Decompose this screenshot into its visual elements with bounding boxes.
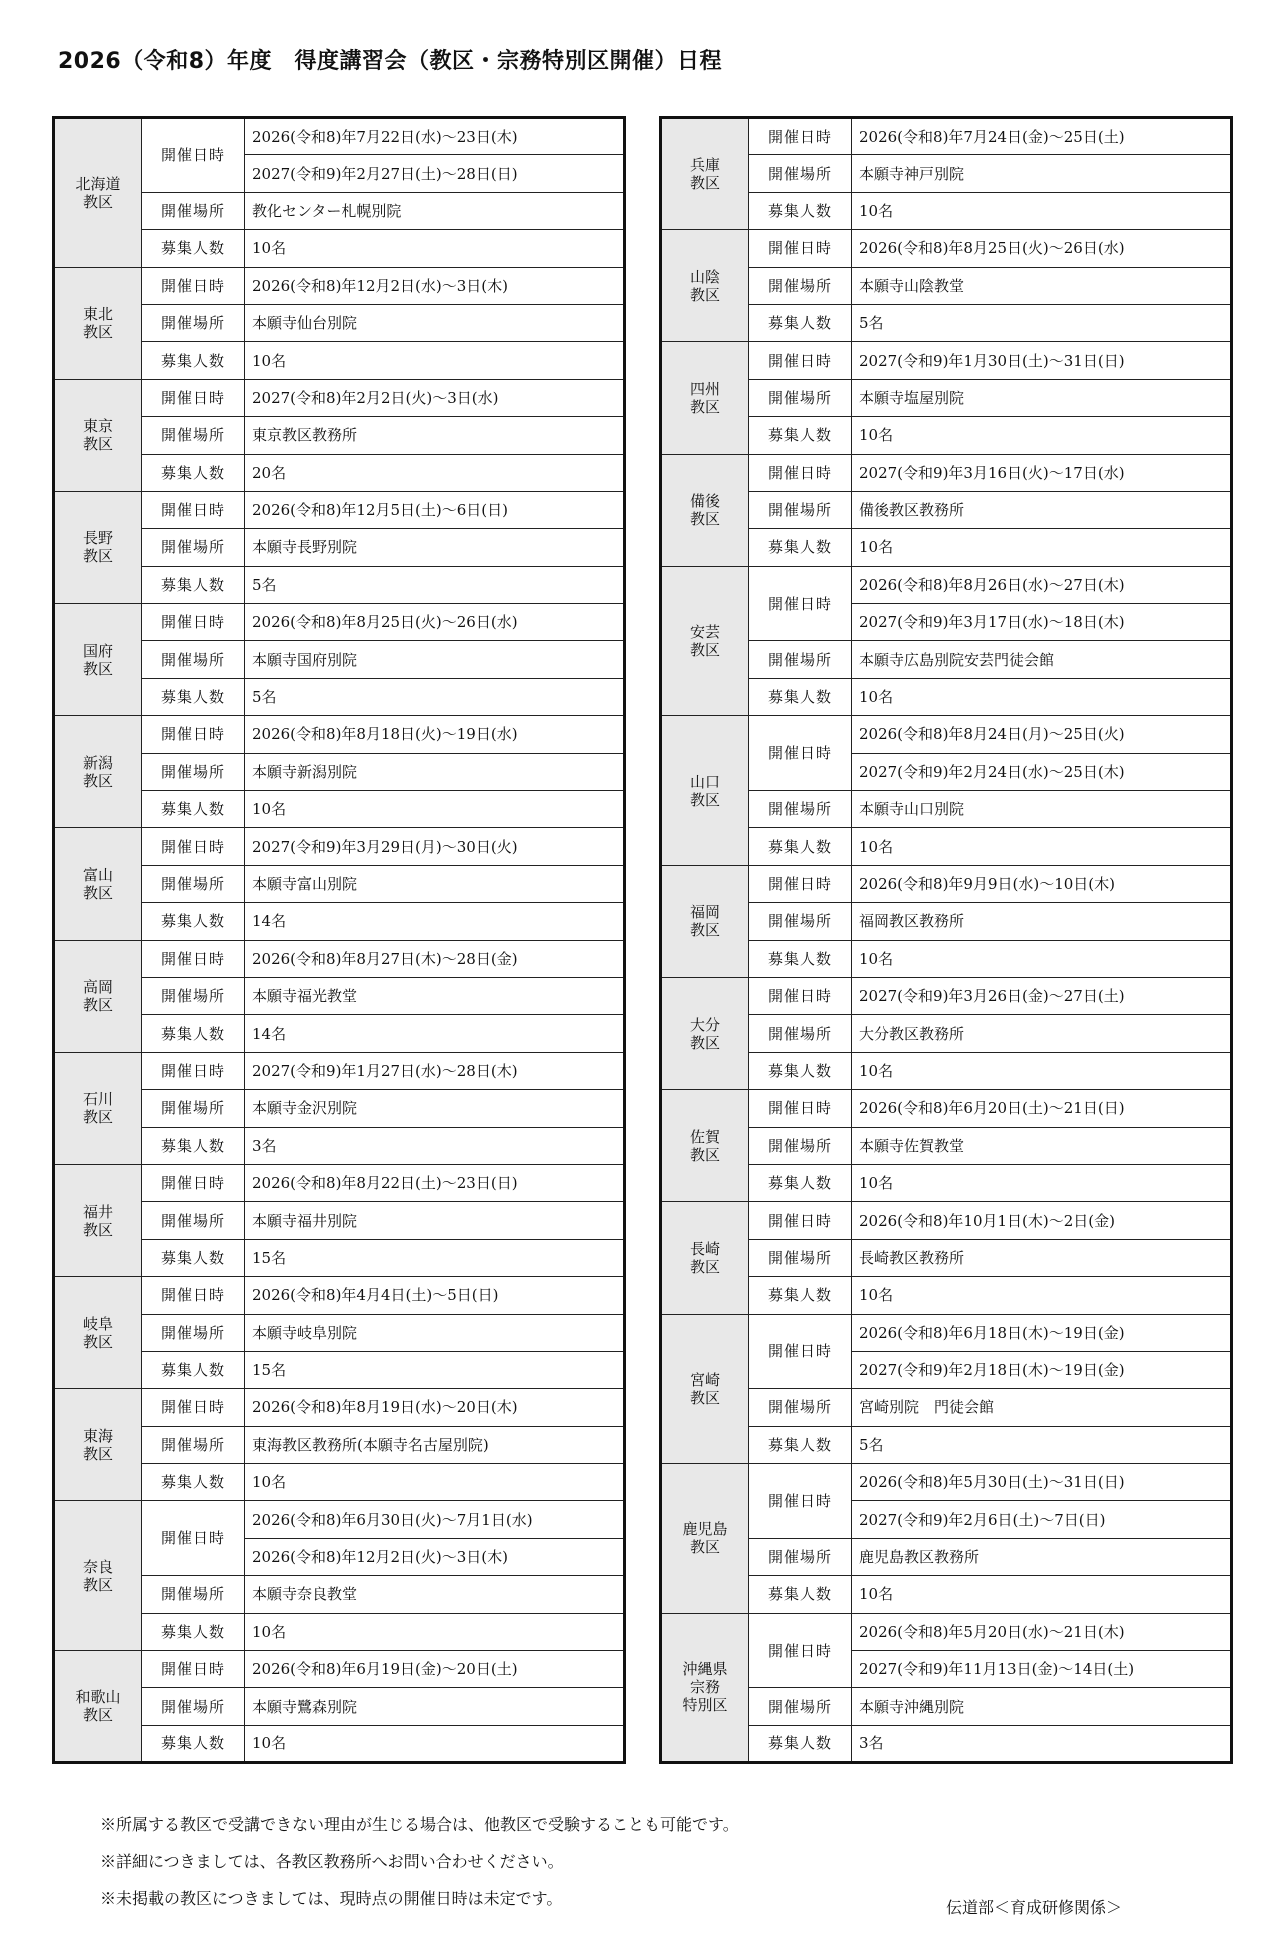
- label-date: 開催日時: [749, 342, 852, 379]
- event-date: 2027(令和9)年2月27日(土)～28日(日): [245, 155, 625, 192]
- venue-value: 本願寺国府別院: [245, 641, 625, 678]
- label-date: 開催日時: [142, 1389, 245, 1426]
- label-date: 開催日時: [749, 716, 852, 791]
- event-date: 2027(令和9)年1月27日(水)～28日(木): [245, 1052, 625, 1089]
- schedule-row: [54, 1389, 625, 1426]
- label-date: 開催日時: [749, 977, 852, 1014]
- event-date: 2026(令和8)年8月27日(木)～28日(金): [245, 940, 625, 977]
- venue-value: 本願寺長野別院: [245, 529, 625, 566]
- schedule-row: [661, 865, 1232, 902]
- label-capacity: 募集人数: [749, 1277, 852, 1314]
- venue-value: 東海教区教務所(本願寺名古屋別院): [245, 1426, 625, 1463]
- event-date: 2027(令和9)年2月18日(木)～19日(金): [852, 1351, 1232, 1388]
- label-capacity: 募集人数: [749, 1426, 852, 1463]
- label-capacity: 募集人数: [142, 1464, 245, 1501]
- label-venue: 開催場所: [142, 1314, 245, 1351]
- label-capacity: 募集人数: [749, 1052, 852, 1089]
- note-2: ※詳細につきましては、各教区教務所へお問い合わせください。: [100, 1852, 564, 1871]
- district-name: 大分 教区: [661, 977, 749, 1089]
- capacity-value: 15名: [245, 1239, 625, 1276]
- district-name: 長崎 教区: [661, 1202, 749, 1314]
- venue-value: 備後教区教務所: [852, 491, 1232, 528]
- label-capacity: 募集人数: [749, 529, 852, 566]
- label-capacity: 募集人数: [142, 1239, 245, 1276]
- capacity-value: 10名: [852, 1164, 1232, 1201]
- event-date: 2026(令和8)年10月1日(木)～2日(金): [852, 1202, 1232, 1239]
- label-date: 開催日時: [749, 566, 852, 641]
- label-capacity: 募集人数: [749, 192, 852, 229]
- capacity-value: 10名: [852, 1052, 1232, 1089]
- capacity-value: 10名: [852, 678, 1232, 715]
- district-name: 東海 教区: [54, 1389, 142, 1501]
- event-date: 2026(令和8)年7月22日(水)～23日(木): [245, 118, 625, 155]
- schedule-table-right: [659, 116, 1233, 1764]
- venue-value: 大分教区教務所: [852, 1015, 1232, 1052]
- district-name: 山陰 教区: [661, 230, 749, 342]
- schedule-row: [54, 379, 625, 416]
- venue-value: 本願寺福光教堂: [245, 977, 625, 1014]
- label-capacity: 募集人数: [142, 1015, 245, 1052]
- schedule-row: [54, 1164, 625, 1201]
- schedule-row: [54, 1277, 625, 1314]
- schedule-row: [661, 230, 1232, 267]
- label-venue: 開催場所: [749, 155, 852, 192]
- label-date: 開催日時: [749, 118, 852, 155]
- district-name: 福岡 教区: [661, 865, 749, 977]
- district-name: 富山 教区: [54, 828, 142, 940]
- event-date: 2027(令和9)年3月16日(火)～17日(水): [852, 454, 1232, 491]
- label-venue: 開催場所: [142, 304, 245, 341]
- district-name: 長野 教区: [54, 491, 142, 603]
- capacity-value: 10名: [245, 230, 625, 267]
- label-capacity: 募集人数: [142, 566, 245, 603]
- event-date: 2026(令和8)年7月24日(金)～25日(土): [852, 118, 1232, 155]
- label-date: 開催日時: [142, 1277, 245, 1314]
- capacity-value: 10名: [245, 1725, 625, 1762]
- label-date: 開催日時: [142, 1052, 245, 1089]
- district-name: 岐阜 教区: [54, 1277, 142, 1389]
- label-date: 開催日時: [142, 267, 245, 304]
- label-capacity: 募集人数: [142, 903, 245, 940]
- label-date: 開催日時: [142, 1164, 245, 1201]
- schedule-row: [661, 118, 1232, 155]
- event-date: 2026(令和8)年6月20日(土)～21日(日): [852, 1090, 1232, 1127]
- schedule-row: [54, 716, 625, 753]
- label-venue: 開催場所: [142, 865, 245, 902]
- venue-value: 本願寺広島別院安芸門徒会館: [852, 641, 1232, 678]
- label-capacity: 募集人数: [142, 230, 245, 267]
- schedule-row: [54, 1052, 625, 1089]
- capacity-value: 10名: [852, 417, 1232, 454]
- capacity-value: 10名: [852, 1277, 1232, 1314]
- label-venue: 開催場所: [142, 1426, 245, 1463]
- venue-value: 本願寺富山別院: [245, 865, 625, 902]
- schedule-row: [661, 1090, 1232, 1127]
- capacity-value: 5名: [852, 304, 1232, 341]
- capacity-value: 10名: [245, 342, 625, 379]
- venue-value: 本願寺仙台別院: [245, 304, 625, 341]
- district-name: 石川 教区: [54, 1052, 142, 1164]
- label-venue: 開催場所: [142, 1202, 245, 1239]
- event-date: 2027(令和9)年2月6日(土)～7日(日): [852, 1501, 1232, 1538]
- label-capacity: 募集人数: [749, 417, 852, 454]
- label-date: 開催日時: [142, 716, 245, 753]
- event-date: 2026(令和8)年12月2日(火)～3日(木): [245, 1538, 625, 1575]
- capacity-value: 15名: [245, 1351, 625, 1388]
- label-venue: 開催場所: [749, 903, 852, 940]
- label-date: 開催日時: [749, 1613, 852, 1688]
- capacity-value: 14名: [245, 1015, 625, 1052]
- district-name: 山口 教区: [661, 716, 749, 866]
- event-date: 2027(令和8)年2月2日(火)～3日(水): [245, 379, 625, 416]
- schedule-row: [54, 1651, 625, 1688]
- label-venue: 開催場所: [749, 791, 852, 828]
- label-venue: 開催場所: [142, 753, 245, 790]
- label-venue: 開催場所: [749, 1389, 852, 1426]
- label-capacity: 募集人数: [142, 1351, 245, 1388]
- event-date: 2026(令和8)年8月19日(水)～20日(木): [245, 1389, 625, 1426]
- label-date: 開催日時: [749, 1202, 852, 1239]
- district-name: 佐賀 教区: [661, 1090, 749, 1202]
- label-venue: 開催場所: [749, 491, 852, 528]
- label-venue: 開催場所: [142, 192, 245, 229]
- district-name: 国府 教区: [54, 604, 142, 716]
- event-date: 2026(令和8)年12月5日(土)～6日(日): [245, 491, 625, 528]
- district-name: 和歌山 教区: [54, 1651, 142, 1763]
- label-date: 開催日時: [142, 118, 245, 193]
- district-name: 新潟 教区: [54, 716, 142, 828]
- venue-value: 本願寺神戸別院: [852, 155, 1232, 192]
- label-venue: 開催場所: [749, 1538, 852, 1575]
- district-name: 沖縄県 宗務 特別区: [661, 1613, 749, 1763]
- label-capacity: 募集人数: [749, 828, 852, 865]
- capacity-value: 14名: [245, 903, 625, 940]
- label-venue: 開催場所: [749, 1127, 852, 1164]
- capacity-value: 10名: [245, 1464, 625, 1501]
- district-name: 兵庫 教区: [661, 118, 749, 230]
- page-title: 2026（令和8）年度 得度講習会（教区・宗務特別区開催）日程: [58, 49, 723, 74]
- event-date: 2026(令和8)年8月24日(月)～25日(火): [852, 716, 1232, 753]
- capacity-value: 10名: [245, 1613, 625, 1650]
- venue-value: 本願寺塩屋別院: [852, 379, 1232, 416]
- label-venue: 開催場所: [749, 267, 852, 304]
- label-date: 開催日時: [142, 604, 245, 641]
- schedule-row: [54, 940, 625, 977]
- schedule-row: [54, 118, 625, 155]
- label-date: 開催日時: [142, 940, 245, 977]
- event-date: 2026(令和8)年4月4日(土)～5日(日): [245, 1277, 625, 1314]
- district-name: 鹿児島 教区: [661, 1464, 749, 1614]
- event-date: 2026(令和8)年6月18日(木)～19日(金): [852, 1314, 1232, 1351]
- label-date: 開催日時: [749, 1314, 852, 1389]
- schedule-row: [54, 604, 625, 641]
- venue-value: 鹿児島教区教務所: [852, 1538, 1232, 1575]
- event-date: 2026(令和8)年8月26日(水)～27日(木): [852, 566, 1232, 603]
- label-date: 開催日時: [749, 1464, 852, 1539]
- department-credit: 伝道部＜育成研修関係＞: [946, 1898, 1123, 1917]
- label-date: 開催日時: [749, 865, 852, 902]
- venue-value: 本願寺金沢別院: [245, 1090, 625, 1127]
- capacity-value: 5名: [245, 678, 625, 715]
- label-capacity: 募集人数: [749, 1164, 852, 1201]
- label-venue: 開催場所: [749, 641, 852, 678]
- event-date: 2026(令和8)年8月22日(土)～23日(日): [245, 1164, 625, 1201]
- capacity-value: 10名: [245, 791, 625, 828]
- label-venue: 開催場所: [142, 1688, 245, 1725]
- schedule-row: [54, 491, 625, 528]
- schedule-row: [661, 977, 1232, 1014]
- label-date: 開催日時: [142, 1501, 245, 1576]
- district-name: 奈良 教区: [54, 1501, 142, 1651]
- venue-value: 本願寺佐賀教堂: [852, 1127, 1232, 1164]
- schedule-row: [661, 454, 1232, 491]
- venue-value: 教化センター札幌別院: [245, 192, 625, 229]
- note-3: ※未掲載の教区につきましては、現時点の開催日時は未定です。: [100, 1889, 563, 1908]
- capacity-value: 5名: [245, 566, 625, 603]
- note-1: ※所属する教区で受講できない理由が生じる場合は、他教区で受験することも可能です。: [100, 1815, 739, 1834]
- label-capacity: 募集人数: [749, 678, 852, 715]
- label-capacity: 募集人数: [142, 1613, 245, 1650]
- label-date: 開催日時: [749, 454, 852, 491]
- schedule-row: [54, 1501, 625, 1538]
- venue-value: 本願寺福井別院: [245, 1202, 625, 1239]
- venue-value: 本願寺鷺森別院: [245, 1688, 625, 1725]
- event-date: 2026(令和8)年5月30日(土)～31日(日): [852, 1464, 1232, 1501]
- district-name: 安芸 教区: [661, 566, 749, 716]
- label-capacity: 募集人数: [142, 454, 245, 491]
- schedule-row: [661, 1202, 1232, 1239]
- label-capacity: 募集人数: [142, 1127, 245, 1164]
- label-capacity: 募集人数: [142, 678, 245, 715]
- district-name: 東北 教区: [54, 267, 142, 379]
- capacity-value: 10名: [852, 828, 1232, 865]
- event-date: 2027(令和9)年3月29日(月)～30日(火): [245, 828, 625, 865]
- label-capacity: 募集人数: [749, 940, 852, 977]
- label-venue: 開催場所: [749, 1015, 852, 1052]
- event-date: 2026(令和8)年8月18日(火)～19日(水): [245, 716, 625, 753]
- label-venue: 開催場所: [749, 1688, 852, 1725]
- label-capacity: 募集人数: [749, 1576, 852, 1613]
- label-capacity: 募集人数: [142, 342, 245, 379]
- event-date: 2026(令和8)年12月2日(水)～3日(木): [245, 267, 625, 304]
- label-date: 開催日時: [142, 828, 245, 865]
- label-venue: 開催場所: [749, 1239, 852, 1276]
- event-date: 2027(令和9)年11月13日(金)～14日(土): [852, 1651, 1232, 1688]
- venue-value: 本願寺奈良教堂: [245, 1576, 625, 1613]
- schedule-row: [661, 1464, 1232, 1501]
- venue-value: 本願寺岐阜別院: [245, 1314, 625, 1351]
- label-venue: 開催場所: [142, 417, 245, 454]
- venue-value: 福岡教区教務所: [852, 903, 1232, 940]
- schedule-row: [661, 342, 1232, 379]
- schedule-row: [661, 716, 1232, 753]
- label-venue: 開催場所: [142, 1576, 245, 1613]
- label-date: 開催日時: [749, 1090, 852, 1127]
- venue-value: 宮崎別院 門徒会館: [852, 1389, 1232, 1426]
- venue-value: 本願寺新潟別院: [245, 753, 625, 790]
- venue-value: 本願寺沖縄別院: [852, 1688, 1232, 1725]
- label-capacity: 募集人数: [142, 791, 245, 828]
- district-name: 宮崎 教区: [661, 1314, 749, 1464]
- label-venue: 開催場所: [749, 379, 852, 416]
- capacity-value: 3名: [852, 1725, 1232, 1762]
- event-date: 2027(令和9)年1月30日(土)～31日(日): [852, 342, 1232, 379]
- event-date: 2026(令和8)年8月25日(火)～26日(水): [245, 604, 625, 641]
- capacity-value: 3名: [245, 1127, 625, 1164]
- label-venue: 開催場所: [142, 641, 245, 678]
- event-date: 2026(令和8)年9月9日(水)～10日(木): [852, 865, 1232, 902]
- capacity-value: 5名: [852, 1426, 1232, 1463]
- label-date: 開催日時: [142, 491, 245, 528]
- district-name: 備後 教区: [661, 454, 749, 566]
- event-date: 2026(令和8)年5月20日(水)～21日(木): [852, 1613, 1232, 1650]
- event-date: 2026(令和8)年8月25日(火)～26日(水): [852, 230, 1232, 267]
- schedule-row: [661, 1314, 1232, 1351]
- district-name: 四州 教区: [661, 342, 749, 454]
- label-venue: 開催場所: [142, 977, 245, 1014]
- capacity-value: 10名: [852, 192, 1232, 229]
- label-venue: 開催場所: [142, 529, 245, 566]
- label-capacity: 募集人数: [749, 1725, 852, 1762]
- capacity-value: 10名: [852, 1576, 1232, 1613]
- venue-value: 東京教区教務所: [245, 417, 625, 454]
- capacity-value: 10名: [852, 940, 1232, 977]
- schedule-row: [661, 566, 1232, 603]
- schedule-row: [661, 1613, 1232, 1650]
- district-name: 福井 教区: [54, 1164, 142, 1276]
- capacity-value: 20名: [245, 454, 625, 491]
- label-date: 開催日時: [142, 379, 245, 416]
- label-capacity: 募集人数: [142, 1725, 245, 1762]
- event-date: 2026(令和8)年6月30日(火)～7月1日(水): [245, 1501, 625, 1538]
- capacity-value: 10名: [852, 529, 1232, 566]
- label-capacity: 募集人数: [749, 304, 852, 341]
- district-name: 北海道 教区: [54, 118, 142, 268]
- label-venue: 開催場所: [142, 1090, 245, 1127]
- event-date: 2027(令和9)年2月24日(水)～25日(木): [852, 753, 1232, 790]
- schedule-table-left: [52, 116, 626, 1764]
- event-date: 2027(令和9)年3月26日(金)～27日(土): [852, 977, 1232, 1014]
- venue-value: 長崎教区教務所: [852, 1239, 1232, 1276]
- district-name: 東京 教区: [54, 379, 142, 491]
- event-date: 2026(令和8)年6月19日(金)～20日(土): [245, 1651, 625, 1688]
- district-name: 高岡 教区: [54, 940, 142, 1052]
- label-date: 開催日時: [142, 1651, 245, 1688]
- schedule-row: [54, 828, 625, 865]
- schedule-row: [54, 267, 625, 304]
- venue-value: 本願寺山口別院: [852, 791, 1232, 828]
- event-date: 2027(令和9)年3月17日(水)～18日(木): [852, 604, 1232, 641]
- label-date: 開催日時: [749, 230, 852, 267]
- venue-value: 本願寺山陰教堂: [852, 267, 1232, 304]
